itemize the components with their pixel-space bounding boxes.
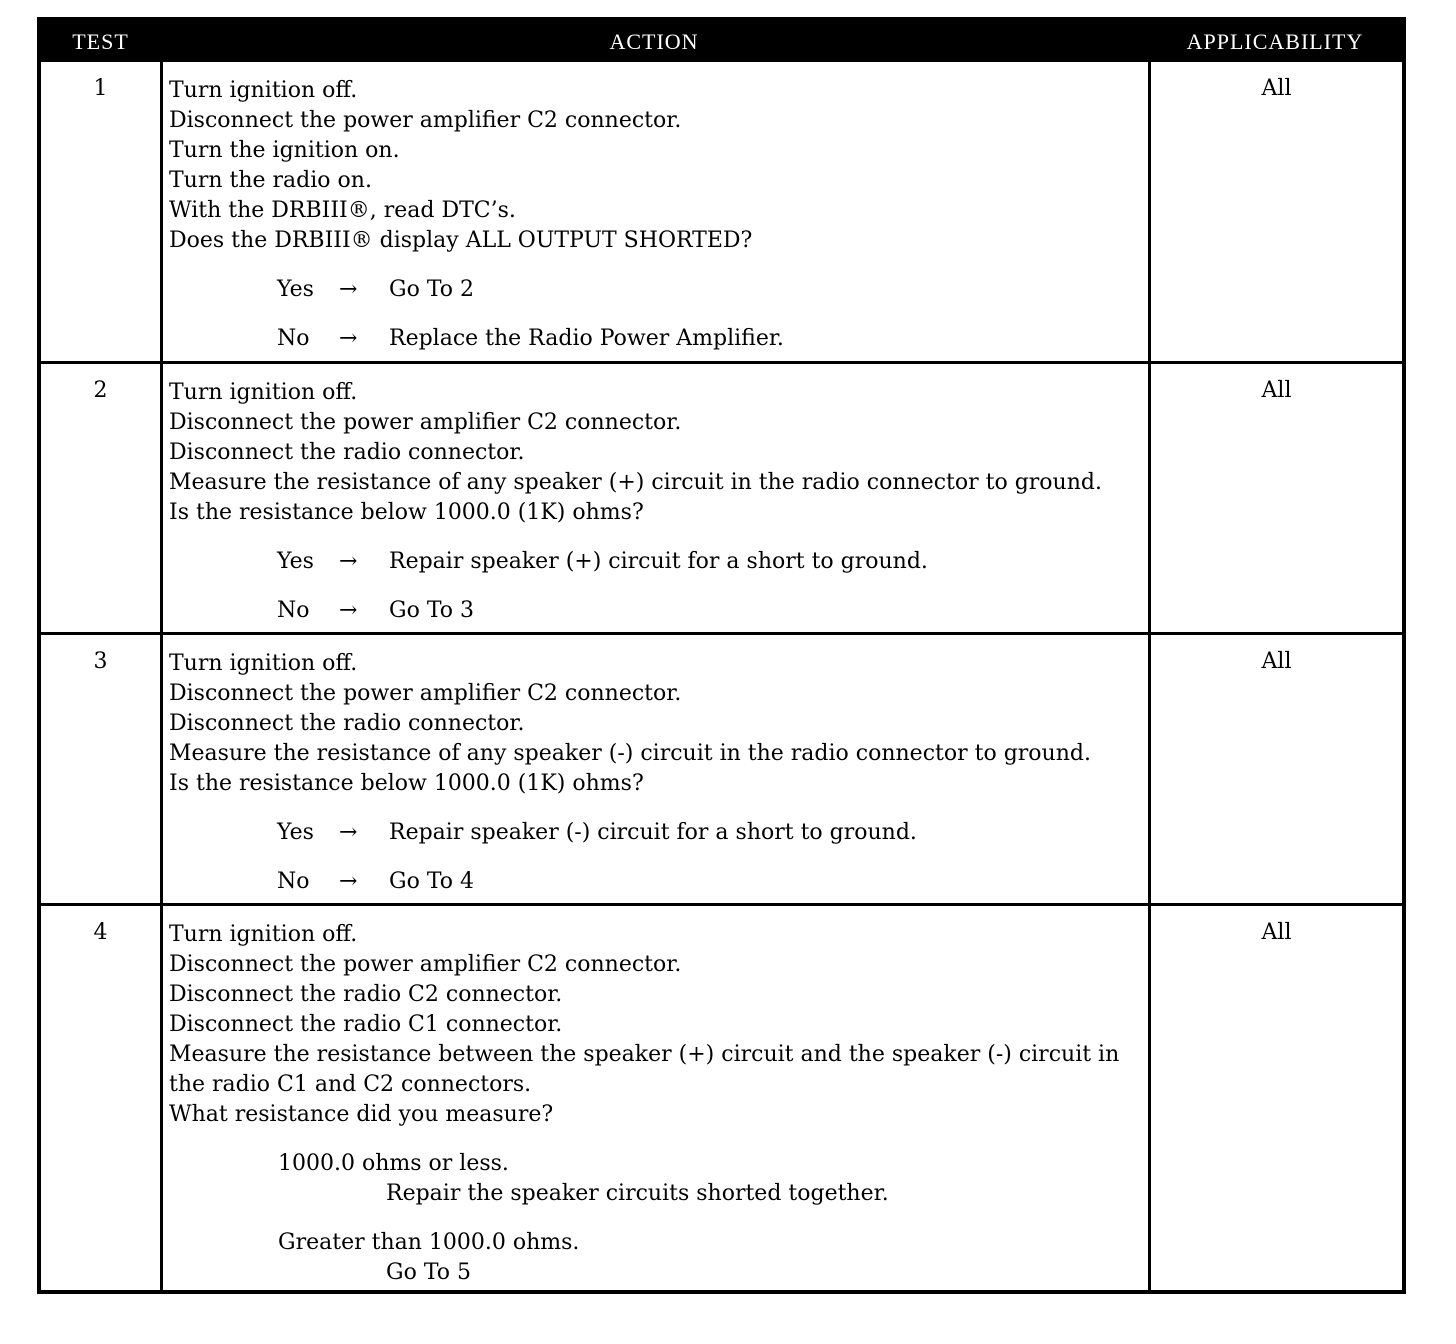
table-row bbox=[41, 364, 1402, 635]
choice-text: Repair speaker (-) circuit for a short to ground. bbox=[389, 820, 917, 845]
choice-label: Yes bbox=[277, 549, 314, 574]
action-line: Measure the resistance of any speaker (-) circuit in the radio connector to ground. bbox=[169, 741, 1091, 766]
action-cell bbox=[169, 920, 1149, 1288]
applicability-cell: All bbox=[1261, 920, 1292, 945]
action-cell bbox=[169, 649, 1149, 897]
yes-choice bbox=[169, 547, 1149, 577]
arrow-right-icon: → bbox=[339, 598, 358, 623]
applicability-cell: All bbox=[1261, 76, 1292, 101]
action-line: Disconnect the power amplifier C2 connector. bbox=[169, 952, 682, 977]
header-test: TEST bbox=[72, 29, 129, 54]
action-line: Disconnect the radio C2 connector. bbox=[169, 982, 563, 1007]
action-line: Measure the resistance of any speaker (+) circuit in the radio connector to ground. bbox=[169, 470, 1102, 495]
action-line: Disconnect the power amplifier C2 connector. bbox=[169, 410, 682, 435]
no-choice bbox=[169, 596, 1149, 626]
action-line: Does the DRBIII® display ALL OUTPUT SHORTED? bbox=[169, 228, 753, 253]
choice-text: Go To 3 bbox=[389, 598, 475, 623]
option-label: Greater than 1000.0 ohms. bbox=[278, 1230, 580, 1255]
choice-label: No bbox=[277, 869, 310, 894]
resistance-option bbox=[169, 1228, 1149, 1288]
choice-text: Replace the Radio Power Amplifier. bbox=[389, 326, 784, 351]
table-header bbox=[41, 21, 1402, 62]
table-row bbox=[41, 62, 1402, 364]
action-line: Disconnect the radio connector. bbox=[169, 711, 525, 736]
yes-choice bbox=[169, 818, 1149, 848]
resistance-option bbox=[169, 1149, 1149, 1209]
test-number: 3 bbox=[93, 649, 108, 674]
action-line: Measure the resistance between the speaker (+) circuit and the speaker (-) circuit in bbox=[169, 1042, 1120, 1067]
action-line: the radio C1 and C2 connectors. bbox=[169, 1072, 532, 1097]
action-line: Disconnect the power amplifier C2 connector. bbox=[169, 108, 682, 133]
action-line: Turn ignition off. bbox=[169, 78, 358, 103]
action-line: Turn ignition off. bbox=[169, 651, 358, 676]
action-line: What resistance did you measure? bbox=[169, 1102, 554, 1127]
action-line: Disconnect the radio C1 connector. bbox=[169, 1012, 563, 1037]
test-number: 2 bbox=[93, 378, 108, 403]
arrow-right-icon: → bbox=[339, 820, 358, 845]
action-line: Is the resistance below 1000.0 (1K) ohms? bbox=[169, 771, 644, 796]
action-line: Disconnect the radio connector. bbox=[169, 440, 525, 465]
option-text: Go To 5 bbox=[386, 1260, 472, 1285]
choice-label: No bbox=[277, 598, 310, 623]
choice-label: Yes bbox=[277, 277, 314, 302]
no-choice bbox=[169, 867, 1149, 897]
action-line: Turn ignition off. bbox=[169, 380, 358, 405]
header-action: ACTION bbox=[609, 29, 699, 54]
test-number: 4 bbox=[93, 920, 108, 945]
action-cell bbox=[169, 76, 1149, 354]
action-cell bbox=[169, 378, 1149, 626]
choice-text: Go To 2 bbox=[389, 277, 475, 302]
yes-choice bbox=[169, 275, 1149, 305]
option-text: Repair the speaker circuits shorted together. bbox=[386, 1181, 889, 1206]
applicability-cell: All bbox=[1261, 649, 1292, 674]
choice-text: Repair speaker (+) circuit for a short to ground. bbox=[389, 549, 928, 574]
diagnostic-test-table bbox=[37, 17, 1406, 1294]
arrow-right-icon: → bbox=[339, 549, 358, 574]
action-line: Disconnect the power amplifier C2 connector. bbox=[169, 681, 682, 706]
action-line: Turn the ignition on. bbox=[169, 138, 400, 163]
applicability-cell: All bbox=[1261, 378, 1292, 403]
action-line: With the DRBIII®, read DTC’s. bbox=[169, 198, 516, 223]
action-line: Turn ignition off. bbox=[169, 922, 358, 947]
table-row bbox=[41, 635, 1402, 906]
option-label: 1000.0 ohms or less. bbox=[278, 1151, 509, 1176]
choice-label: Yes bbox=[277, 820, 314, 845]
action-line: Turn the radio on. bbox=[169, 168, 372, 193]
choice-label: No bbox=[277, 326, 310, 351]
table-row bbox=[41, 906, 1402, 1290]
arrow-right-icon: → bbox=[339, 277, 358, 302]
no-choice bbox=[169, 324, 1149, 354]
arrow-right-icon: → bbox=[339, 326, 358, 351]
header-applicability: APPLICABILITY bbox=[1186, 29, 1364, 54]
choice-text: Go To 4 bbox=[389, 869, 475, 894]
action-line: Is the resistance below 1000.0 (1K) ohms? bbox=[169, 500, 644, 525]
test-number: 1 bbox=[93, 76, 108, 101]
arrow-right-icon: → bbox=[339, 869, 358, 894]
